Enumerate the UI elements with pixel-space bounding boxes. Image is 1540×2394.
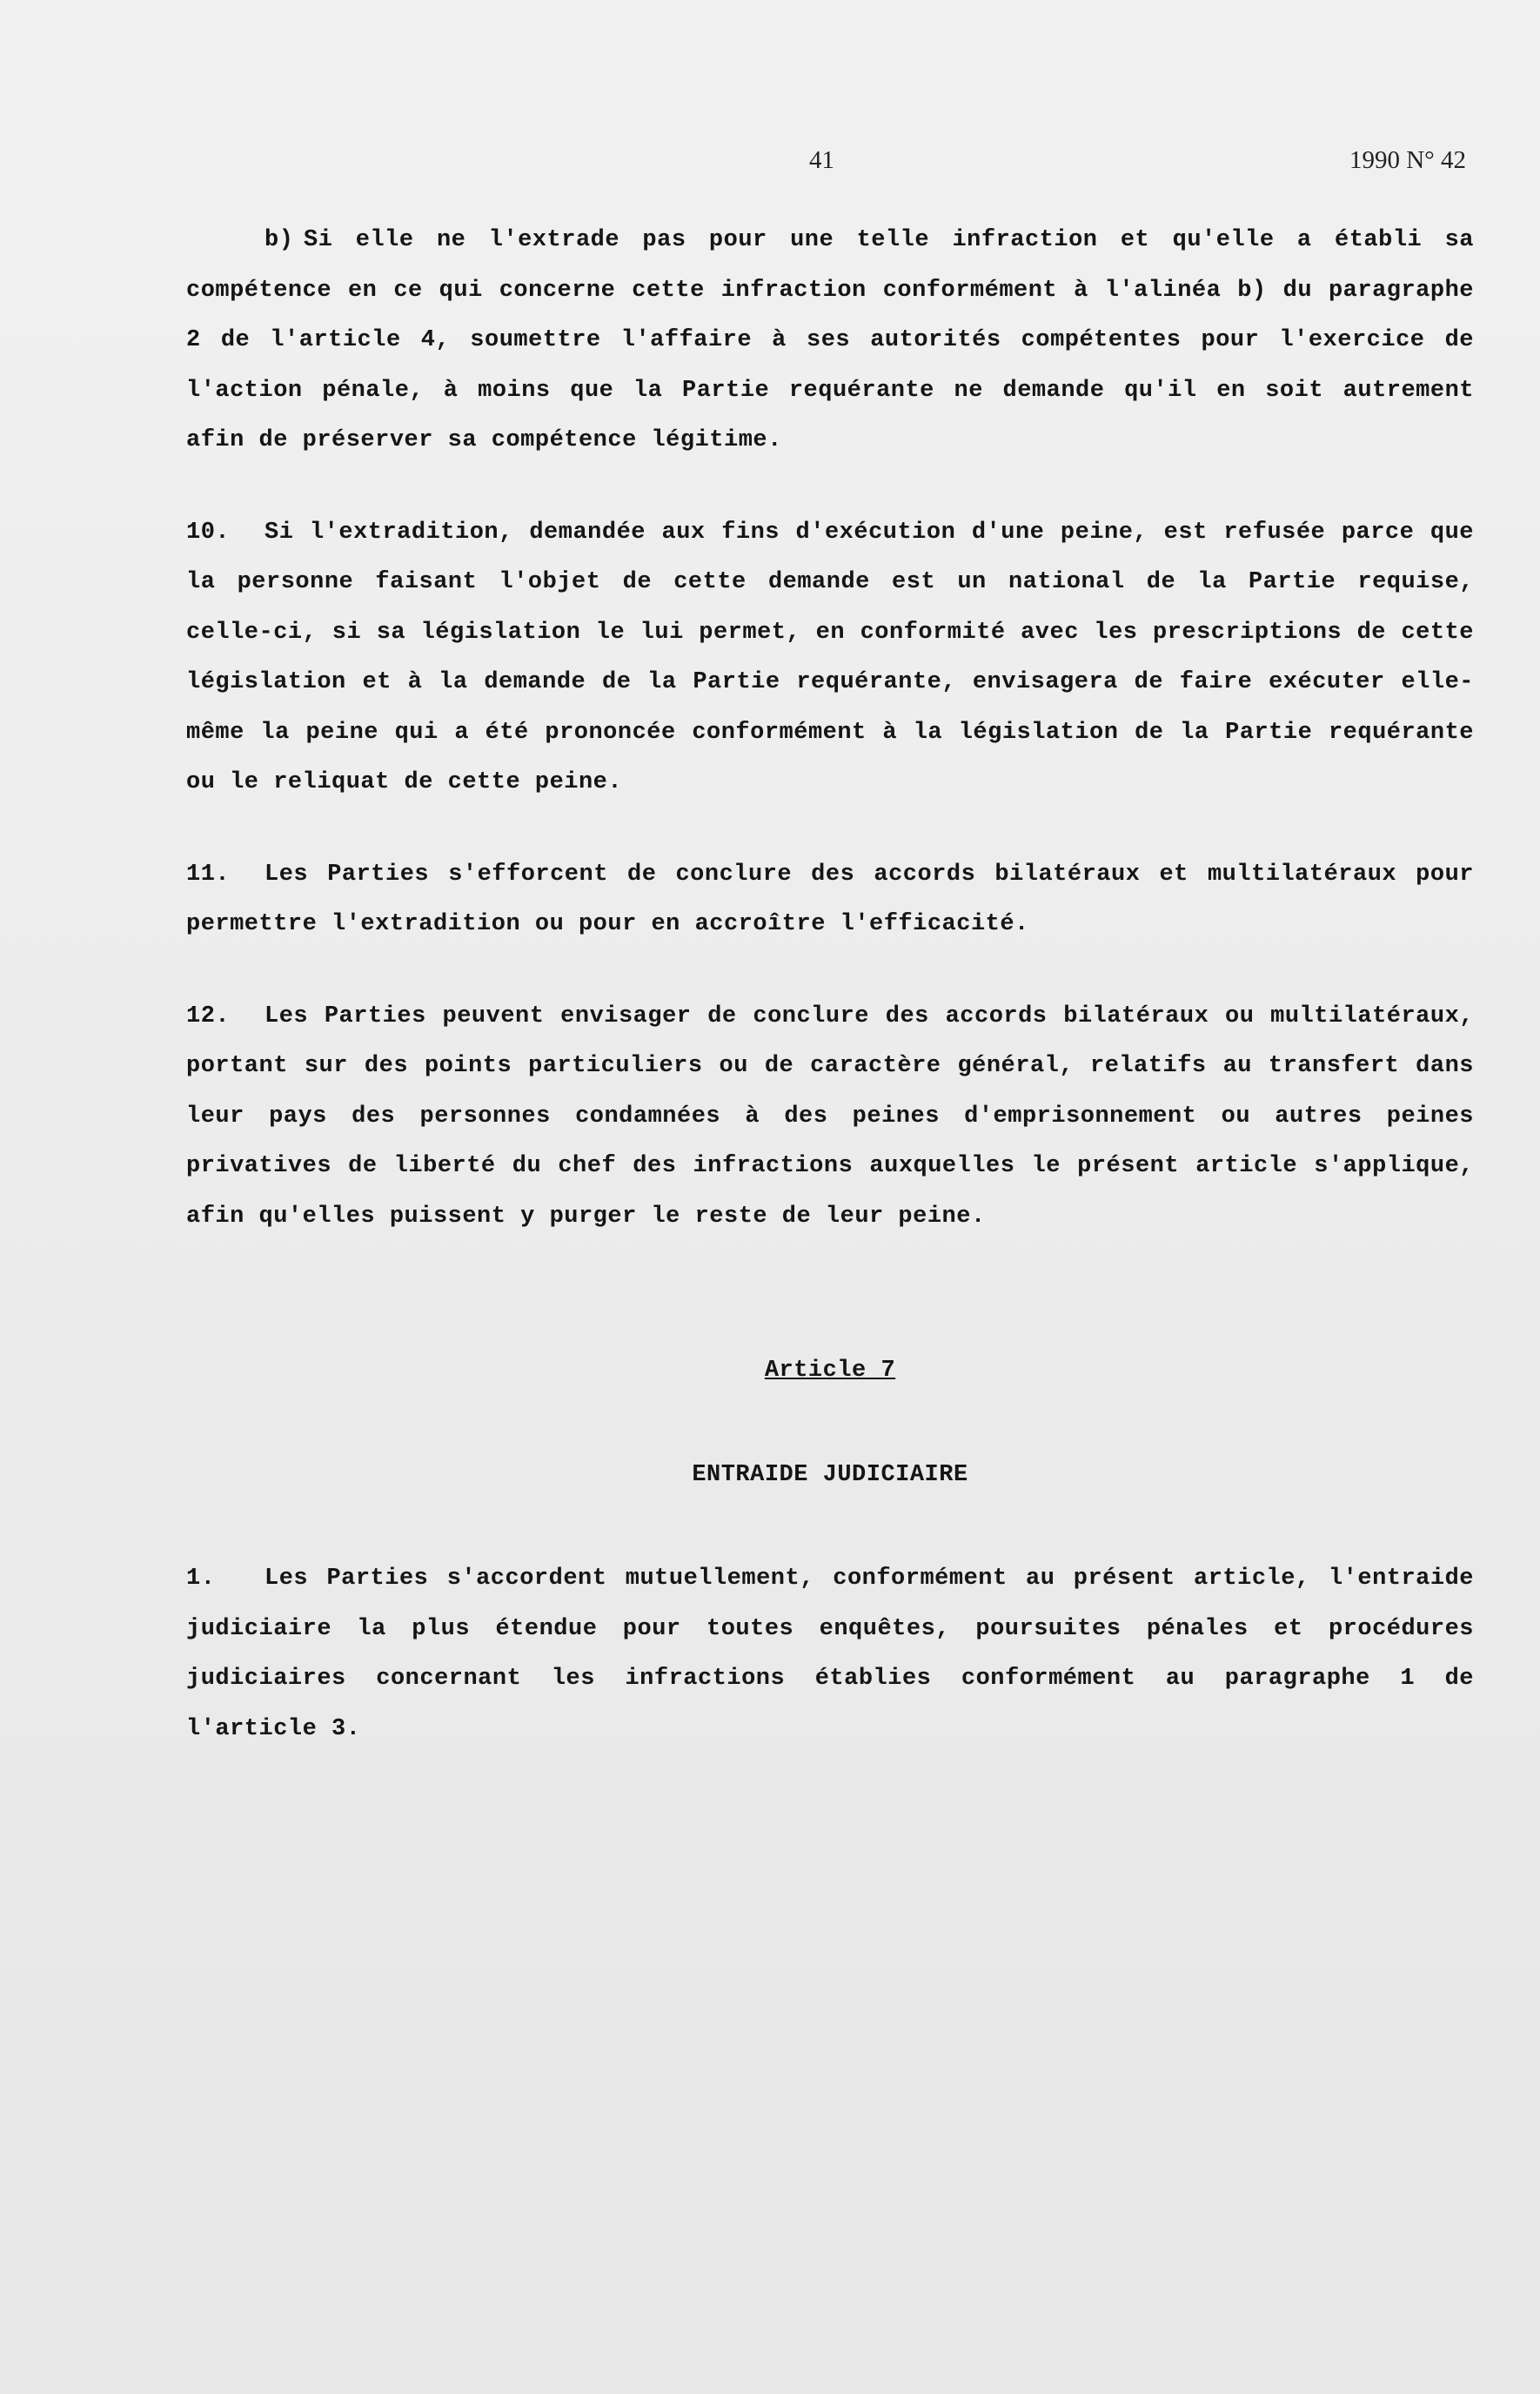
paragraph-10 bbox=[186, 508, 1474, 808]
paragraph-label: 10. bbox=[186, 519, 231, 546]
paragraph-label: b) bbox=[264, 227, 294, 253]
paragraph-11 bbox=[186, 850, 1474, 950]
document-reference: 1990 N° 42 bbox=[1349, 146, 1466, 174]
article-paragraph-1 bbox=[186, 1554, 1474, 1754]
page-header bbox=[0, 146, 1540, 190]
paragraph-label: 12. bbox=[186, 1003, 231, 1029]
article-subtitle: ENTRAIDE JUDICIAIRE bbox=[692, 1461, 968, 1488]
article-title: Article 7 bbox=[764, 1358, 896, 1384]
paragraph-text: Les Parties s'efforcent de conclure des accords bilatéraux et multilatéraux pour permettre l'extradition ou pour en accroître l'efficacité. bbox=[186, 861, 1474, 937]
document-body bbox=[186, 216, 1474, 1754]
paragraph-text: Les Parties s'accordent mutuellement, conformément au présent article, l'entraide judiciaire la plus étendue pour toutes enquêtes, poursuites pénales et procédures judiciaires concernant les infractions établies conformément au paragraphe 1 de l'article 3. bbox=[186, 1566, 1474, 1742]
paragraph-text: Si elle ne l'extrade pas pour une telle infraction et qu'elle a établi sa compétence en ce qui concerne cette infraction conformément à l'alinéa b) du paragraphe 2 de l'article 4, soumettre l'affaire à ses autorités compétentes pour l'exercice de l'action pénale, à moins que la Partie requérante ne demande qu'il en soit autrement afin de préserver sa compétence légitime. bbox=[186, 227, 1474, 453]
paragraph-12 bbox=[186, 992, 1474, 1243]
paragraph-text: Si l'extradition, demandée aux fins d'exécution d'une peine, est refusée parce que la personne faisant l'objet de cette demande est un national de la Partie requise, celle-ci, si sa législation le lui permet, en conformité avec les prescriptions de cette législation et à la demande de la Partie requérante, envisagera de faire exécuter elle-même la peine qui a été prononcée conformément à la législation de la Partie requérante ou le reliquat de cette peine. bbox=[186, 519, 1474, 795]
page-number: 41 bbox=[809, 146, 834, 174]
paragraph-b bbox=[186, 216, 1474, 466]
paragraph-text: Les Parties peuvent envisager de conclure des accords bilatéraux ou multilatéraux, portant sur des points particuliers ou de caractère général, relatifs au transfert dans leur pays des personnes condamnées à des peines d'emprisonnement ou autres peines privatives de liberté du chef des infractions auxquelles le présent article s'applique, afin qu'elles puissent y purger le reste de leur peine. bbox=[186, 1003, 1474, 1230]
paragraph-label: 11. bbox=[186, 861, 231, 888]
paragraph-label: 1. bbox=[186, 1566, 216, 1592]
